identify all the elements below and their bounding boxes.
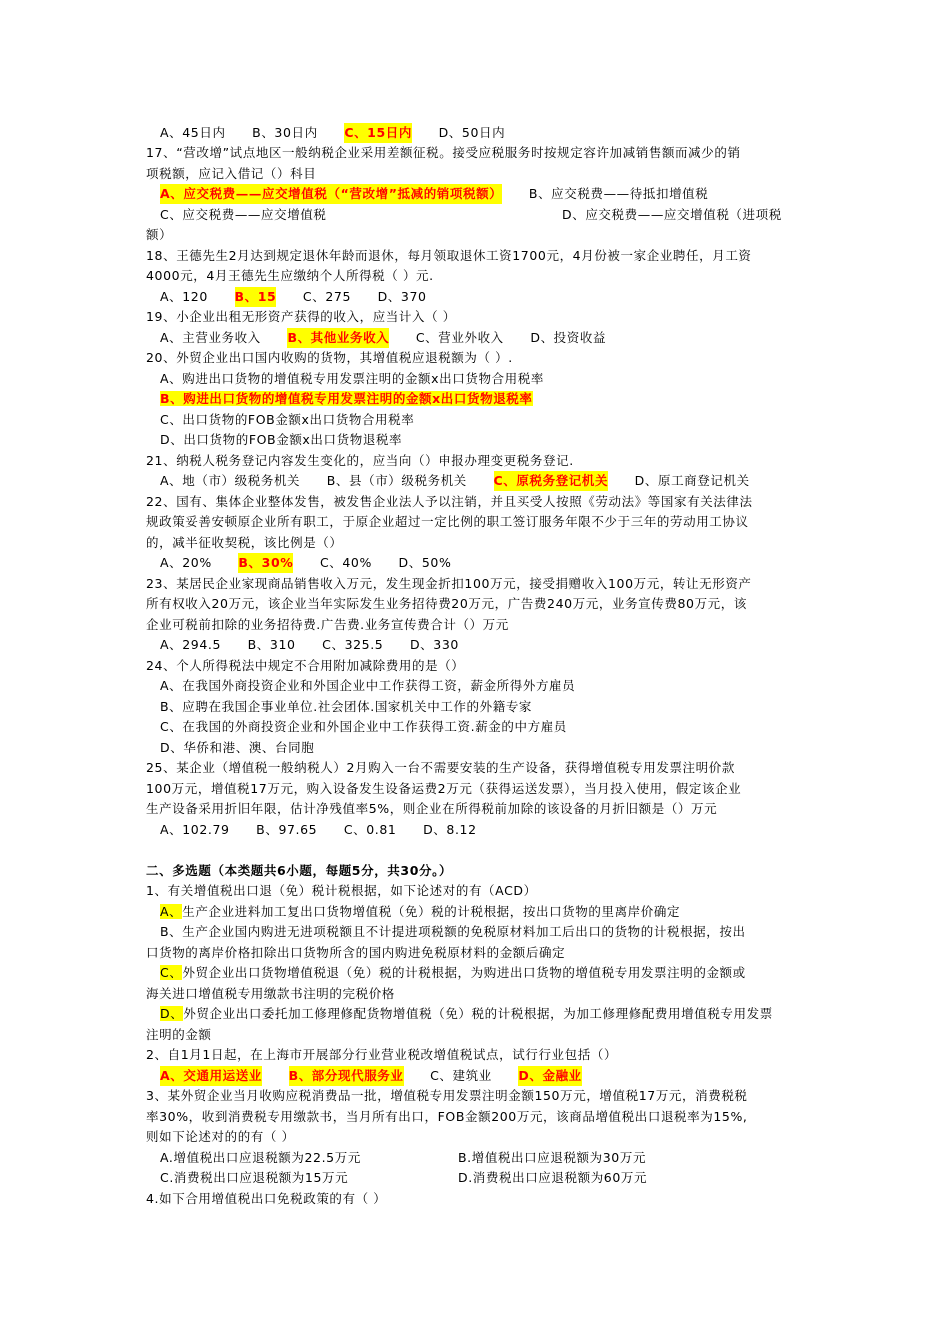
m1-option-a: 生产企业进料加工复出口货物增值税（免）税的计税根据，按出口货物的里离岸价确定 xyxy=(182,904,681,919)
q18-option-c: C、275 xyxy=(302,289,351,304)
q25-option-d: D、8.12 xyxy=(423,822,477,837)
q22-option-b-answer: B、30% xyxy=(238,553,293,573)
m3-options-cd xyxy=(160,1168,824,1188)
q16-option-a: A、45日内 xyxy=(160,125,226,140)
q23-option-c: C、325.5 xyxy=(322,637,384,652)
m3-options-ab xyxy=(160,1148,824,1168)
q17-stem-line2: 项税额，应记入借记（）科目 xyxy=(146,166,317,181)
m2-option-b-answer: B、部分现代服务业 xyxy=(289,1066,404,1086)
q17-option-b: B、应交税费——待抵扣增值税 xyxy=(528,186,709,201)
q16-option-d: D、50日内 xyxy=(438,125,506,140)
m1-option-a-mark: A、 xyxy=(160,904,183,919)
q21-options xyxy=(160,471,824,491)
q17-options-ab xyxy=(160,184,824,204)
q23-stem-line2: 所有权收入20万元，该企业当年实际发生业务招待费20万元，广告费240万元，业务宣传费80万元，该 xyxy=(146,596,747,611)
m2-option-d-answer: D、金融业 xyxy=(518,1066,581,1086)
q24-option-b: B、应聘在我国企事业单位.社会团体.国家机关中工作的外籍专家 xyxy=(160,699,533,714)
q19-option-d: D、投资收益 xyxy=(530,330,607,345)
q17-stem-line1: 17、“营改增”试点地区一般纳税企业采用差额征税。接受应税服务时按规定容许加减销售额而减少的销 xyxy=(146,145,741,160)
q16-option-c-answer: C、15日内 xyxy=(344,123,412,143)
q22-options xyxy=(160,553,824,573)
q24-option-c: C、在我国的外商投资企业和外国企业中工作获得工资.薪金的中方雇员 xyxy=(160,719,567,734)
q23-option-b: B、310 xyxy=(247,637,296,652)
q22-option-c: C、40% xyxy=(319,555,372,570)
m2-option-a-answer: A、交通用运送业 xyxy=(160,1066,262,1086)
m1-option-b-line2: 口货物的离岸价格扣除出口货物所含的国内购进免税原材料的金额后确定 xyxy=(146,945,566,960)
q17-option-d-cont: 额） xyxy=(146,227,173,242)
q21-option-d: D、原工商登记机关 xyxy=(634,473,750,488)
m1-option-b-line1: B、生产企业国内购进无进项税额且不计提进项税额的免税原材料加工后出口的货物的计税根据，按出 xyxy=(160,924,746,939)
q21-option-b: B、县（市）级税务机关 xyxy=(326,473,467,488)
q24-stem: 24、个人所得税法中规定不合用附加减除费用的是（） xyxy=(146,658,465,673)
q20-stem: 20、外贸企业出口国内收购的货物，其增值税应退税额为（ ）. xyxy=(146,350,513,365)
m1-option-c-row xyxy=(160,963,824,983)
q19-stem: 19、小企业出租无形资产获得的收入，应当计入（ ） xyxy=(146,309,456,324)
q16-options xyxy=(160,123,824,143)
q25-option-b: B、97.65 xyxy=(256,822,318,837)
q22-stem-line1: 22、国有、集体企业整体发售，被发售企业法人予以注销，并且买受人按照《劳动法》等国家有关法律法 xyxy=(146,494,753,509)
m3-stem-line1: 3、某外贸企业当月收购应税消费品一批，增值税专用发票注明金额150万元，增值税17万元，消费税税 xyxy=(146,1088,748,1103)
m2-option-c: C、建筑业 xyxy=(430,1068,492,1083)
q23-stem-line1: 23、某居民企业家现商品销售收入万元，发生现金折扣100万元，接受捐赠收入100万元，转让无形资产 xyxy=(146,576,752,591)
q18-option-d: D、370 xyxy=(377,289,427,304)
q25-stem-line1: 25、某企业（增值税一般纳税人）2月购入一台不需要安装的生产设备，获得增值税专用发票注明价款 xyxy=(146,760,735,775)
q17-option-a-answer: A、应交税费——应交增值税（“营改增”抵减的销项税额） xyxy=(160,184,502,204)
q19-option-b-answer: B、其他业务收入 xyxy=(287,328,389,348)
m3-option-b: B.增值税出口应退税额为30万元 xyxy=(458,1150,647,1165)
m2-stem: 2、自1月1日起，在上海市开展部分行业营业税改增值税试点，试行行业包括（） xyxy=(146,1047,618,1062)
q16-option-b: B、30日内 xyxy=(252,125,318,140)
m1-option-c-line2: 海关进口增值税专用缴款书注明的完税价格 xyxy=(146,986,395,1001)
q18-stem-line2: 4000元，4月王德先生应缴纳个人所得税（ ）元. xyxy=(146,268,434,283)
q25-stem-line2: 100万元，增值税17万元，购入设备发生设备运费2万元（获得运送发票），当月投入使用，假定该企业 xyxy=(146,781,742,796)
q18-option-a: A、120 xyxy=(160,289,208,304)
q25-stem-line3: 生产设备采用折旧年限，估计净残值率5%，则企业在所得税前加除的该设备的月折旧额是（）万元 xyxy=(146,801,718,816)
q20-option-a: A、购进出口货物的增值税专用发票注明的金额x出口货物合用税率 xyxy=(160,371,544,386)
m1-option-d-mark: D、 xyxy=(160,1006,184,1021)
m1-option-d-line2: 注明的金额 xyxy=(146,1027,212,1042)
q19-option-a: A、主营业务收入 xyxy=(160,330,261,345)
m1-option-d-row xyxy=(160,1004,824,1024)
q24-option-a: A、在我国外商投资企业和外国企业中工作获得工资，薪金所得外方雇员 xyxy=(160,678,576,693)
m3-option-c: C.消费税出口应退税额为15万元 xyxy=(160,1170,349,1185)
m3-stem-line2: 率30%，收到消费税专用缴款书，当月所有出口，FOB金额200万元，该商品增值税出口退税率为15%, xyxy=(146,1109,748,1124)
q25-option-c: C、0.81 xyxy=(343,822,397,837)
q23-stem-line3: 企业可税前扣除的业务招待费.广告费.业务宣传费合计（）万元 xyxy=(146,617,509,632)
q22-stem-line3: 的，减半征收契税，该比例是（） xyxy=(146,535,343,550)
m1-option-d: 外贸企业出口委托加工修理修配货物增值税（免）税的计税根据，为加工修理修配费用增值税专用发票 xyxy=(183,1006,773,1021)
q25-options xyxy=(160,820,824,840)
q25-option-a: A、102.79 xyxy=(160,822,230,837)
q21-option-c-answer: C、原税务登记机关 xyxy=(494,471,609,491)
q19-option-c: C、营业外收入 xyxy=(415,330,504,345)
q17-option-c: C、应交税费——应交增值税 xyxy=(160,207,327,222)
q24-option-d: D、华侨和港、澳、台同胞 xyxy=(160,740,315,755)
q22-stem-line2: 规政策妥善安顿原企业所有职工，于原企业超过一定比例的职工签订服务年限不少于三年的劳动用工协议 xyxy=(146,514,749,529)
q20-option-d: D、出口货物的FOB金额x出口货物退税率 xyxy=(160,432,403,447)
q23-option-a: A、294.5 xyxy=(160,637,222,652)
q20-option-b-answer: B、购进出口货物的增值税专用发票注明的金额x出口货物退税率 xyxy=(160,391,533,406)
q22-option-d: D、50% xyxy=(398,555,452,570)
q20-option-c: C、出口货物的FOB金额x出口货物合用税率 xyxy=(160,412,415,427)
m3-option-a: A.增值税出口应退税额为22.5万元 xyxy=(160,1150,361,1165)
q17-option-d: D、应交税费——应交增值税（进项税 xyxy=(562,207,782,222)
q20-option-b-row xyxy=(160,389,824,409)
m1-option-a-row xyxy=(160,902,824,922)
q17-options-cd xyxy=(160,205,824,225)
q21-option-a: A、地（市）级税务机关 xyxy=(160,473,301,488)
q18-stem-line1: 18、王德先生2月达到规定退休年龄而退休，每月领取退休工资1700元，4月份被一家企业聘任，月工资 xyxy=(146,248,752,263)
q22-option-a: A、20% xyxy=(160,555,212,570)
q19-options xyxy=(160,328,824,348)
q23-options xyxy=(160,635,824,655)
q18-option-b-answer: B、15 xyxy=(235,287,277,307)
m3-option-d: D.消费税出口应退税额为60万元 xyxy=(458,1170,648,1185)
q21-stem: 21、纳税人税务登记内容发生变化的，应当向（）申报办理变更税务登记. xyxy=(146,453,574,468)
m4-stem: 4.如下合用增值税出口免税政策的有（ ） xyxy=(146,1191,387,1206)
q23-option-d: D、330 xyxy=(409,637,459,652)
m1-stem: 1、有关增值税出口退（免）税计税根据，如下论述对的有（ACD） xyxy=(146,883,537,898)
m1-option-c: 外贸企业出口货物增值税退（免）税的计税根据，为购进出口货物的增值税专用发票注明的金额或 xyxy=(182,965,746,980)
q18-options xyxy=(160,287,824,307)
m1-option-c-mark: C、 xyxy=(160,965,183,980)
m2-options xyxy=(160,1066,824,1086)
m3-stem-line3: 则如下论述对的的有（ ） xyxy=(146,1129,295,1144)
section2-title: 二、多选题（本类题共6小题，每题5分，共30分。） xyxy=(146,863,453,878)
